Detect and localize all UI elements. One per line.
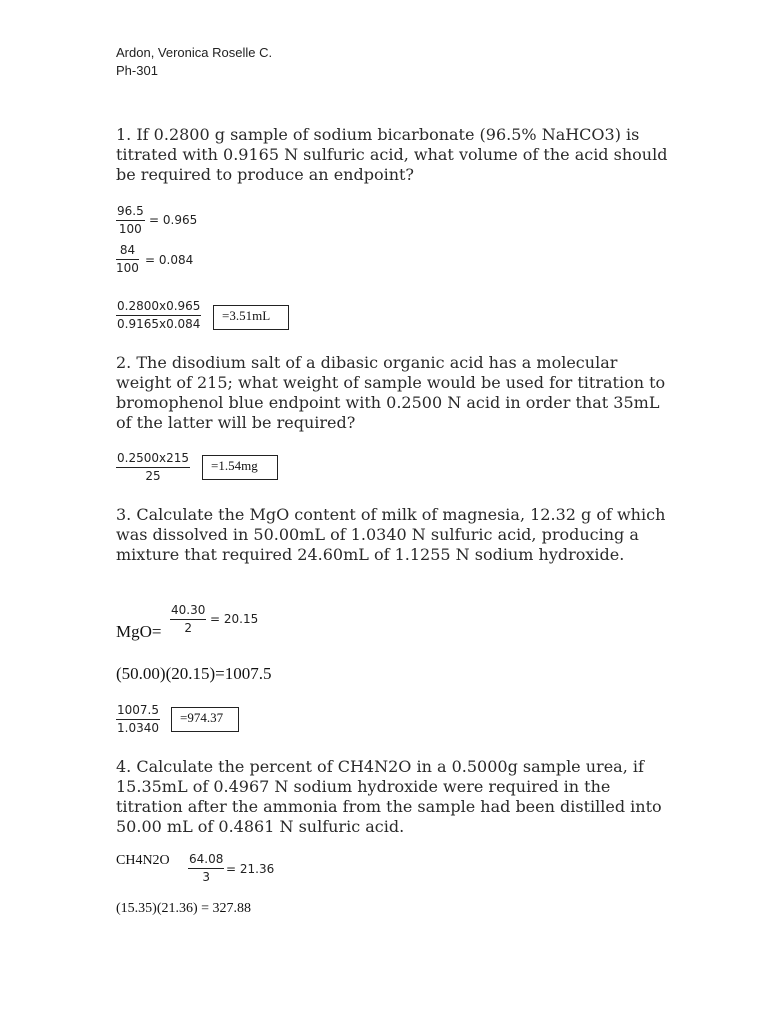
q3-product: (50.00)(20.15)=1007.5: [116, 664, 272, 683]
q3-answer-box: =974.37: [171, 707, 239, 732]
q2-fraction-1-denominator: 25: [145, 469, 161, 483]
q1-answer-box: =3.51mL: [213, 305, 289, 330]
q2-fraction-1: [116, 451, 190, 484]
q1-fraction-2-denominator: 100: [116, 261, 139, 275]
question-4-text: 4. Calculate the percent of CH4N2O in a 0.5000g sample urea, if 15.35mL of 0.4967 N sodium hydroxide were required in the titration after the ammonia from the sample had been distilled into 50.00 mL of 0.4861 N sulfuric acid.: [116, 757, 662, 836]
q3-fraction-1: [170, 603, 206, 636]
question-2-text: 2. The disodium salt of a dibasic organic acid has a molecular weight of 215; what weight of sample would be used for titration to bromophenol blue endpoint with 0.2500 N acid in order that 35mL of the latter will be required?: [116, 353, 666, 432]
q4-fraction-1: [188, 852, 224, 885]
course-code: Ph-301: [116, 63, 158, 78]
q4-formula-label: CH4N2O: [116, 853, 170, 868]
q1-fraction-2-numerator: 84: [116, 243, 139, 260]
q1-fraction-3-numerator: 0.2800x0.965: [116, 299, 201, 316]
q3-mgo-label: MgO=: [116, 622, 162, 641]
q3-fraction-2: [116, 703, 160, 736]
q4-fraction-1-denominator: 3: [202, 870, 210, 884]
q3-fraction-1-numerator: 40.30: [170, 603, 206, 620]
q1-fraction-2-result: = 0.084: [145, 253, 194, 267]
q1-fraction-1: [116, 204, 145, 237]
q3-fraction-2-numerator: 1007.5: [116, 703, 160, 720]
question-1-text: 1. If 0.2800 g sample of sodium bicarbonate (96.5% NaHCO3) is titrated with 0.9165 N sulfuric acid, what volume of the acid should be required to produce an endpoint?: [116, 125, 668, 184]
q1-fraction-1-denominator: 100: [118, 222, 142, 236]
q3-fraction-1-denominator: 2: [184, 621, 192, 635]
q1-fraction-2: [116, 243, 139, 276]
q4-product: (15.35)(21.36) = 327.88: [116, 901, 252, 916]
q4-fraction-1-result: = 21.36: [226, 862, 275, 876]
q1-fraction-3-denominator: 0.9165x0.084: [117, 317, 201, 331]
q3-fraction-1-result: = 20.15: [210, 612, 259, 626]
q2-answer-box: =1.54mg: [202, 455, 278, 480]
q2-fraction-1-numerator: 0.2500x215: [116, 451, 190, 468]
student-name: Ardon, Veronica Roselle C.: [116, 45, 273, 60]
q1-fraction-1-numerator: 96.5: [116, 204, 145, 221]
question-3-text: 3. Calculate the MgO content of milk of magnesia, 12.32 g of which was dissolved in 50.00mL of 1.0340 N sulfuric acid, producing a mixture that required 24.60mL of 1.1255 N sodium hydroxide.: [116, 505, 666, 564]
q4-fraction-1-numerator: 64.08: [188, 852, 224, 869]
q1-fraction-3: [116, 299, 201, 332]
q3-fraction-2-denominator: 1.0340: [117, 721, 159, 735]
q1-fraction-1-result: = 0.965: [149, 213, 198, 227]
